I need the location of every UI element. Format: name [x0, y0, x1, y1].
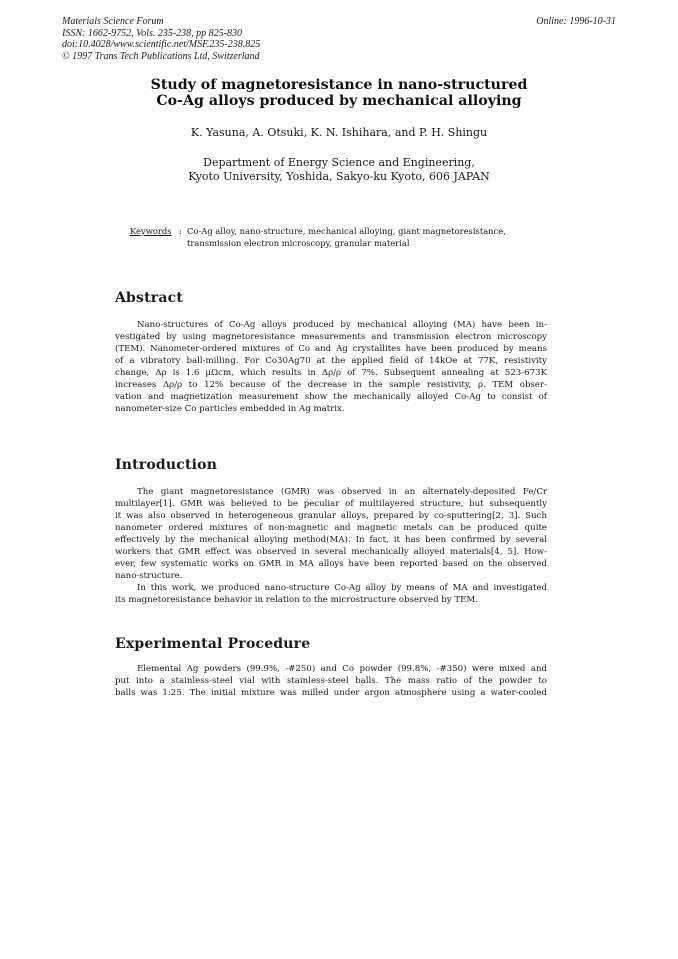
keywords-line-2: transmission electron microscopy, granular material: [187, 238, 410, 248]
online-date: Online: 1996-10-31: [536, 16, 616, 27]
abstract-line: vestigated by using magnetoresistance measurements and transmission electron microscopy: [115, 332, 547, 342]
introduction-line: In this work, we produced nano-structure Co-Ag alloy by means of MA and investigated: [137, 583, 547, 593]
abstract-text: [115, 319, 547, 415]
abstract-line: change, Δρ is 1.6 μΩcm, which results in Δρ/ρ of 7%. Subsequent annealing at 523-673K: [115, 368, 547, 378]
introduction-text: [115, 486, 547, 606]
introduction-line: multilayer[1]. GMR was believed to be peculiar of multilayered structure, but subsequently: [115, 499, 547, 509]
abstract-line: vation and magnetization measurement show the mechanically alloyed Co-Ag to consist of: [115, 392, 547, 402]
introduction-line: The giant magnetoresistance (GMR) was observed in an alternately-deposited Fe/Cr: [137, 487, 547, 497]
copyright-line: © 1997 Trans Tech Publications Ltd, Switzerland: [62, 50, 260, 62]
journal-header: [62, 16, 260, 62]
experimental-line: balls was 1:25. The initial mixture was milled under argon atmosphere using a water-cooled: [115, 688, 547, 698]
keywords-colon: :: [179, 226, 182, 236]
affiliation-line-2: Kyoto University, Yoshida, Sakyo-ku Kyoto, 606 JAPAN: [188, 170, 490, 183]
title-line-1: Study of magnetoresistance in nano-structured: [150, 77, 528, 93]
experimental-heading: Experimental Procedure: [115, 636, 311, 652]
introduction-line: nano-structure.: [115, 571, 183, 581]
paper-title: [0, 77, 678, 109]
abstract-line: of a vibratory ball-milling. For Co30Ag70 at the applied field of 14kOe at 77K, resistivity: [115, 356, 547, 366]
introduction-line: it was also observed in heterogeneous granular alloys, prepared by co-sputtering[2, 3]. Such: [115, 511, 547, 521]
abstract-line: (TEM). Nanometer-ordered mixtures of Co and Ag crystallites have been produced by means: [115, 344, 547, 354]
introduction-line: ever, few systematic works on GMR in MA alloys have been reported based on the observed: [115, 559, 547, 569]
abstract-line: Nano-structures of Co-Ag alloys produced by mechanical alloying (MA) have been in-: [137, 320, 547, 330]
introduction-line: effectively by the mechanical alloying method(MA). In fact, it has been confirmed by several: [115, 535, 547, 545]
doi-link[interactable]: doi:10.4028/www.scientific.net/MSF.235-238.825: [62, 39, 261, 50]
abstract-heading: Abstract: [115, 290, 184, 306]
experimental-line: Elemental Ag powders (99.9%, -#250) and Co powder (99.8%, -#350) were mixed and: [137, 664, 547, 674]
introduction-line: its magnetoresistance behavior in relation to the microstructure observed by TEM.: [115, 595, 478, 605]
introduction-line: workers that GMR effect was observed in several mechanically alloyed materials[4, 5]. How-: [115, 547, 547, 557]
experimental-text: [115, 663, 547, 699]
introduction-line: nanometer ordered mixtures of non-magnetic and magnetic metals can be produced quite: [115, 523, 547, 533]
journal-name: Materials Science Forum: [62, 16, 164, 27]
keywords-label: Keywords: [130, 226, 172, 236]
abstract-line: nanometer-size Co particles embedded in Ag matrix.: [115, 404, 345, 414]
abstract-line: increases Δρ/ρ to 12% because of the decrease in the sample resistivity, ρ. TEM obser-: [115, 380, 547, 390]
author-list: K. Yasuna, A. Otsuki, K. N. Ishihara, and P. H. Shingu: [190, 126, 488, 139]
keywords-line-1: Co-Ag alloy, nano-structure, mechanical alloying, giant magnetoresistance,: [187, 226, 506, 236]
experimental-line: put into a stainless-steel vial with stainless-steel balls. The mass ratio of the powder to: [115, 676, 547, 686]
introduction-heading: Introduction: [115, 457, 218, 473]
title-line-2: Co-Ag alloys produced by mechanical alloying: [156, 93, 522, 109]
affiliation: [0, 156, 678, 184]
issn-line: ISSN: 1662-9752, Vols. 235-238, pp 825-830: [62, 27, 242, 39]
affiliation-line-1: Department of Energy Science and Engineering,: [203, 156, 475, 169]
